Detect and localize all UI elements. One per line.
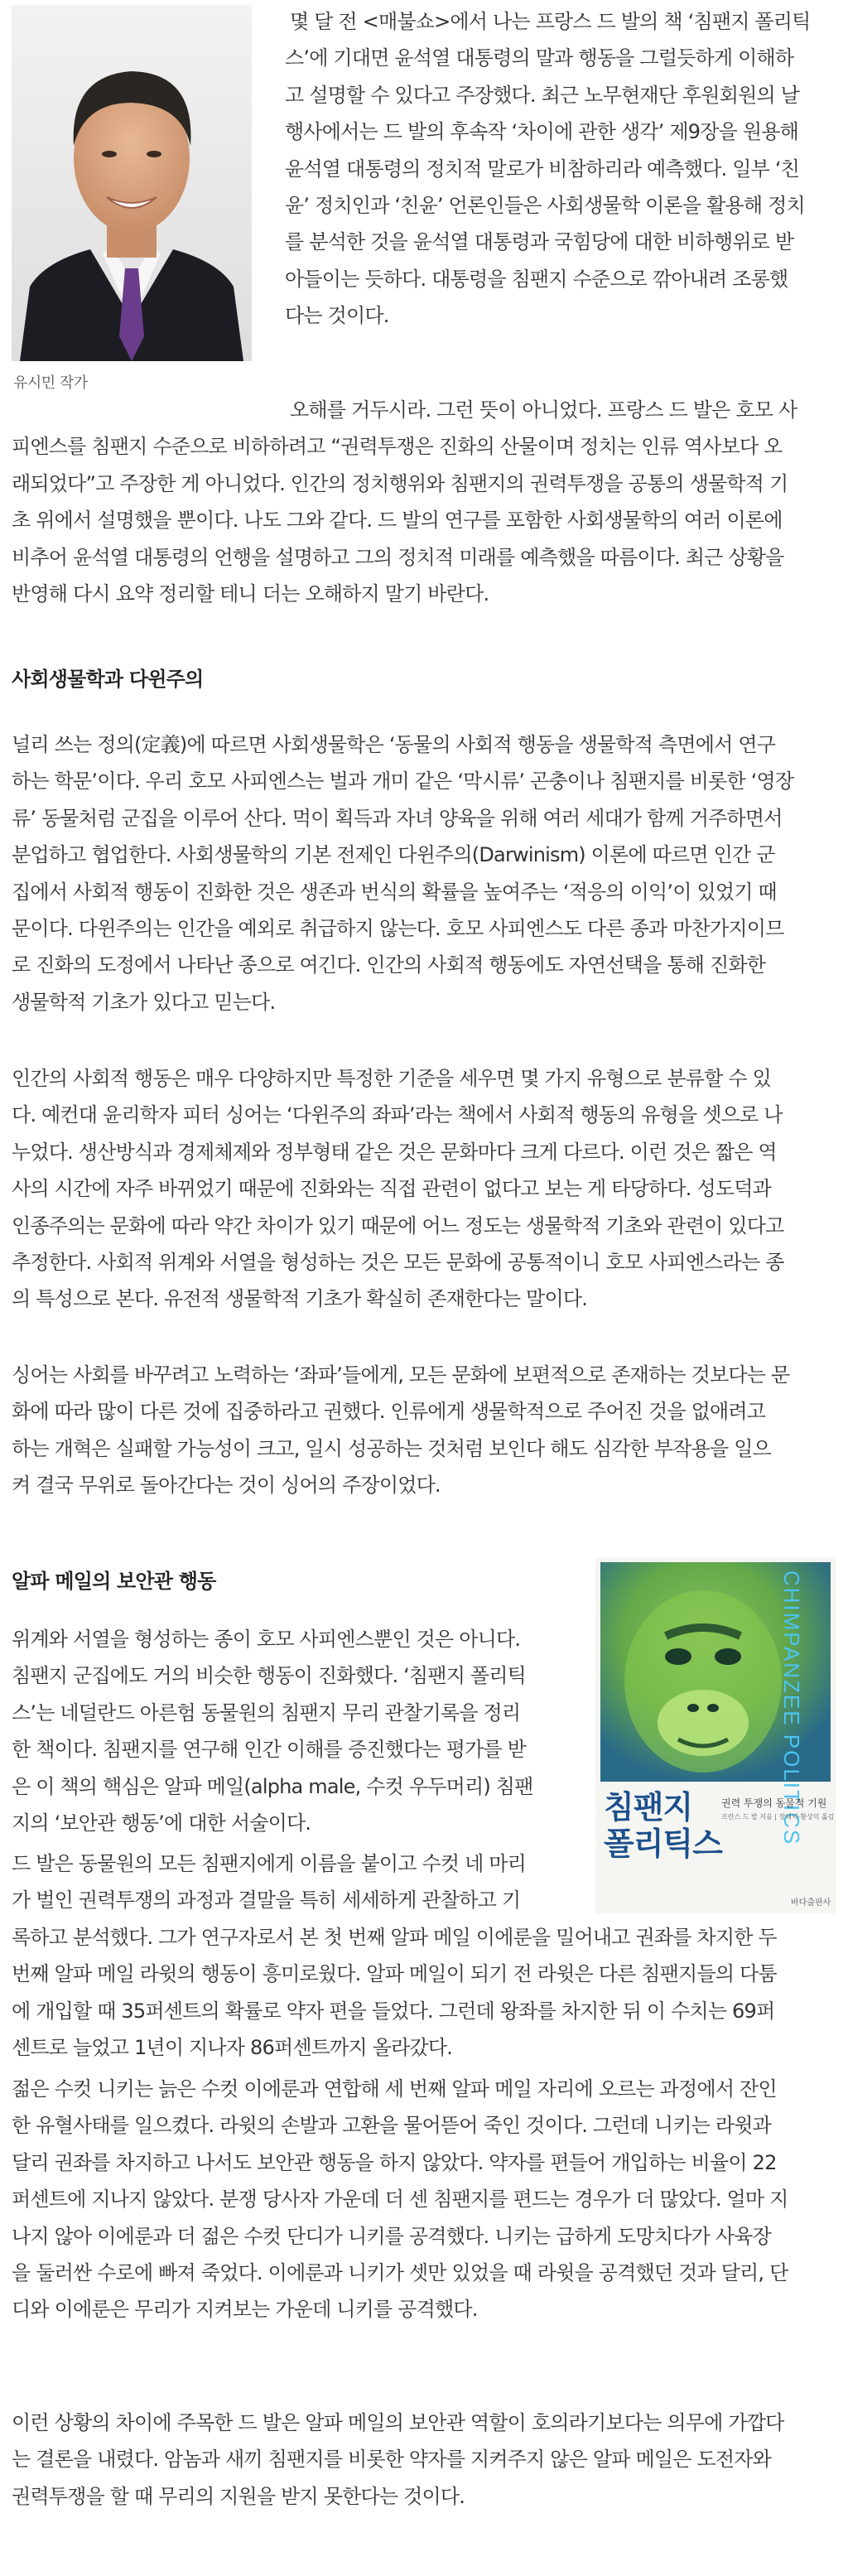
- text-line: 하는 개혁은 실패할 가능성이 크고, 일시 성공하는 것처럼 보인다 해도 심각한 부작용을 일으: [12, 1436, 771, 1460]
- text-line: 지의 ‘보안관 행동’에 대한 서술이다.: [12, 1811, 311, 1836]
- text-line: 이런 상황의 차이에 주목한 드 발은 알파 메일의 보안관 역할이 호의라기보다는 의무에 가깝다: [12, 2411, 784, 2434]
- text-line: 다. 예컨대 윤리학자 피터 싱어는 ‘다윈주의 좌파’라는 책에서 사회적 행동의 유형을 셋으로 나: [12, 1103, 783, 1127]
- text-line: 널리 쓰는 정의(定義)에 따르면 사회생물학은 ‘동물의 사회적 행동을 생물학적 측면에서 연구: [12, 733, 776, 756]
- text-line: 로 진화의 도정에서 나타난 종으로 여긴다. 인간의 사회적 행동에도 자연선택을 통해 진화한: [12, 953, 766, 977]
- text-line: 오해를 거두시라. 그런 뜻이 아니었다. 프랑스 드 발은 호모 사: [290, 398, 797, 422]
- text-line: 침팬지 군집에도 거의 비슷한 행동이 진화했다. ‘침팬지 폴리틱: [12, 1664, 527, 1688]
- text-line: 집에서 사회적 행동이 진화한 것은 생존과 번식의 확률을 높여주는 ‘적응의 이익’이 있었기 때: [12, 880, 777, 904]
- text-line: 한 책이다. 침팬지를 연구해 인간 이해를 증진했다는 평가를 받: [12, 1738, 527, 1762]
- text-line: 아들이는 듯하다. 대통령을 침팬지 수준으로 깎아내려 조롱했: [285, 267, 788, 291]
- text-line: 젊은 수컷 니키는 늙은 수컷 이에룬과 연합해 세 번째 알파 메일 자리에 오르는 과정에서 잔인: [12, 2077, 777, 2101]
- text-line: 은 이 책의 핵심은 알파 메일(alpha male, 수컷 우두머리) 침팬: [12, 1774, 533, 1798]
- text-line: 화에 따라 많이 다른 것에 집중하라고 권했다. 인류에게 생물학적으로 주어진 것을 없애려고: [12, 1400, 766, 1424]
- text-line: 비추어 윤석열 대통령의 언행을 설명하고 그의 정치적 미래를 예측했을 따름이다. 최근 상황을: [12, 545, 784, 569]
- text-line: 인간의 사회적 행동은 매우 다양하지만 특정한 기준을 세우면 몇 가지 유형으로 분류할 수 있: [12, 1067, 771, 1090]
- intro-paragraph: [285, 3, 836, 335]
- book-author-line: 프란스 드 발 지음 | 장대익·황상익 옮김: [721, 1813, 835, 1821]
- text-line: 초 위에서 설명했을 뿐이다. 나도 그와 같다. 드 발의 연구를 포함한 사회생물학의 여러 이론에: [12, 509, 783, 533]
- paragraph: [12, 1845, 836, 2066]
- text-line: 퍼센트에 지나지 않았다. 분쟁 당사자 가운데 더 센 침팬지를 편드는 경우가 더 많았다. 얼마 지: [12, 2188, 788, 2212]
- text-line: 권력투쟁을 할 때 무리의 지원을 받지 못한다는 것이다.: [12, 2484, 465, 2508]
- text-line: 을 둘러싼 수로에 빠져 죽었다. 이에룬과 니키가 셋만 있었을 때 라윗을 공격했던 것과 달리, 단: [12, 2261, 788, 2285]
- section-heading: 알파 메일의 보안관 행동: [12, 1570, 216, 1593]
- text-line: 생물학적 기초가 있다고 믿는다.: [12, 990, 276, 1014]
- text-line: 센트로 늘었고 1년이 지나자 86퍼센트까지 올라갔다.: [12, 2036, 453, 2060]
- book-title-ko-line1: 침팬지: [604, 1789, 693, 1826]
- text-line: 인종주의는 문화에 따라 약간 차이가 있기 때문에 어느 정도는 생물학적 기초와 관련이 있다고: [12, 1213, 784, 1237]
- text-line: 윤석열 대통령의 정치적 말로가 비참하리라 예측했다. 일부 ‘친: [285, 157, 800, 181]
- book-publisher: 바다출판사: [791, 1898, 831, 1908]
- text-line: 에 개입할 때 35퍼센트의 확률로 약자 편을 들었다. 그런데 왕좌를 차지한 뒤 이 수치는 69퍼: [12, 1999, 775, 2023]
- author-portrait-image: [12, 5, 252, 361]
- text-line: 문이다. 다윈주의는 인간을 예외로 취급하지 않는다. 호모 사피엔스도 다른 종과 마찬가지이므: [12, 917, 784, 941]
- text-line: 하는 학문’이다. 우리 호모 사피엔스는 벌과 개미 같은 ‘막시류’ 곤충이나 침팬지를 비롯한 ‘영장: [12, 769, 794, 794]
- text-line: 고 설명할 수 있다고 주장했다. 최근 노무현재단 후원회원의 날: [285, 83, 800, 107]
- text-line: 디와 이에룬은 무리가 지켜보는 가운데 니키를 공격했다.: [12, 2298, 478, 2322]
- paragraph: [12, 1621, 583, 1841]
- text-line: 윤’ 정치인과 ‘친윤’ 언론인들은 사회생물학 이론을 활용해 정치: [285, 194, 805, 218]
- text-line: 나지 않아 이에룬과 더 젊은 수컷 단디가 니키를 공격했다. 니키는 급하게 도망치다가 사육장: [12, 2224, 771, 2248]
- text-line: 한 유혈사태를 일으켰다. 라윗의 손발과 고환을 물어뜯어 죽인 것이다. 그런데 니키는 라윗과: [12, 2114, 771, 2138]
- section-heading: 사회생물학과 다윈주의: [12, 668, 204, 691]
- paragraph: [12, 1060, 836, 1318]
- paragraph: [12, 1357, 836, 1504]
- text-line: 사의 시간에 자주 바뀌었기 때문에 진화와는 직접 관련이 없다고 보는 게 타당하다. 성도덕과: [12, 1177, 771, 1201]
- text-line: 싱어는 사회를 바꾸려고 노력하는 ‘좌파’들에게, 모든 문화에 보편적으로 존재하는 것보다는 문: [12, 1363, 790, 1387]
- text-line: 록하고 분석했다. 그가 연구자로서 본 첫 번째 알파 메일 이에룬을 밀어내고 권좌를 차지한 두: [12, 1925, 777, 1949]
- text-line: 켜 결국 무위로 돌아간다는 것이 싱어의 주장이었다.: [12, 1474, 441, 1498]
- text-line: 피엔스를 침팬지 수준으로 비하하려고 “권력투쟁은 진화의 산물이며 정치는 인류 역사보다 오: [12, 435, 783, 459]
- paragraph: [12, 2405, 836, 2515]
- book-vertical-title: CHIMPANZEE POLITICS: [779, 1570, 804, 1846]
- text-line: 의 특성으로 본다. 유전적 생물학적 기초가 확실히 존재한다는 말이다.: [12, 1287, 588, 1311]
- text-line: 위계와 서열을 형성하는 종이 호모 사피엔스뿐인 것은 아니다.: [12, 1628, 521, 1651]
- text-line: 래되었다”고 주장한 게 아니었다. 인간의 정치행위와 침팬지의 권력투쟁을 공통의 생물학적 기: [12, 471, 788, 495]
- author-photo: [12, 5, 252, 361]
- text-line: 행사에서는 드 발의 후속작 ‘차이에 관한 생각’ 제9장을 원용해: [285, 120, 798, 144]
- text-line: 몇 달 전 <매불쇼>에서 나는 프랑스 드 발의 책 ‘침팬지 폴리틱: [290, 10, 811, 33]
- text-line: 는 결론을 내렸다. 암놈과 새끼 침팬지를 비롯한 약자를 지켜주지 않은 알파 메일은 도전자와: [12, 2448, 771, 2472]
- text-line: 다는 것이다.: [285, 304, 389, 328]
- text-line: 류’ 동물처럼 군집을 이루어 산다. 먹이 획득과 자녀 양육을 위해 여러 세대가 함께 거주하면서: [12, 806, 783, 830]
- text-line: 드 발은 동물원의 모든 침팬지에게 이름을 붙이고 수컷 네 마리: [12, 1852, 527, 1875]
- text-line: 누었다. 생산방식과 경제체제와 정부형태 같은 것은 문화마다 크게 다르다. 이런 것은 짧은 역: [12, 1140, 777, 1164]
- paragraph: [12, 726, 836, 1020]
- book-subtitle: 권력 투쟁의 동물적 기원: [721, 1797, 827, 1809]
- text-line: 분업하고 협업한다. 사회생물학의 기본 전제인 다윈주의(Darwinism) 이론에 따르면 인간 군: [12, 843, 775, 867]
- book-title-ko-line2: 폴리틱스: [604, 1826, 722, 1862]
- paragraph: [12, 392, 836, 612]
- text-line: 달리 권좌를 차지하고 나서도 보안관 행동을 하지 않았다. 약자를 편들어 개입하는 비율이 22: [12, 2150, 777, 2174]
- text-line: 반영해 다시 요약 정리할 테니 더는 오해하지 말기 바란다.: [12, 582, 489, 606]
- text-line: 추정한다. 사회적 위계와 서열을 형성하는 것은 모든 문화에 공통적이니 호모 사피엔스라는 종: [12, 1251, 784, 1275]
- text-line: 스’는 네덜란드 아른험 동물원의 침팬지 무리 관찰기록을 정리: [12, 1700, 521, 1725]
- author-caption: 유시민 작가: [13, 374, 88, 392]
- text-line: 번째 알파 메일 라윗의 행동이 흥미로웠다. 알파 메일이 되기 전 라윗은 다른 침팬지들의 다툼: [12, 1962, 777, 1986]
- text-line: 가 벌인 권력투쟁의 과정과 결말을 특히 세세하게 관찰하고 기: [12, 1889, 521, 1913]
- text-line: 스’에 기대면 윤석열 대통령의 말과 행동을 그럴듯하게 이해하: [285, 46, 794, 70]
- text-line: 를 분석한 것을 윤석열 대통령과 국힘당에 대한 비하행위로 받: [285, 230, 794, 254]
- paragraph: [12, 2071, 836, 2328]
